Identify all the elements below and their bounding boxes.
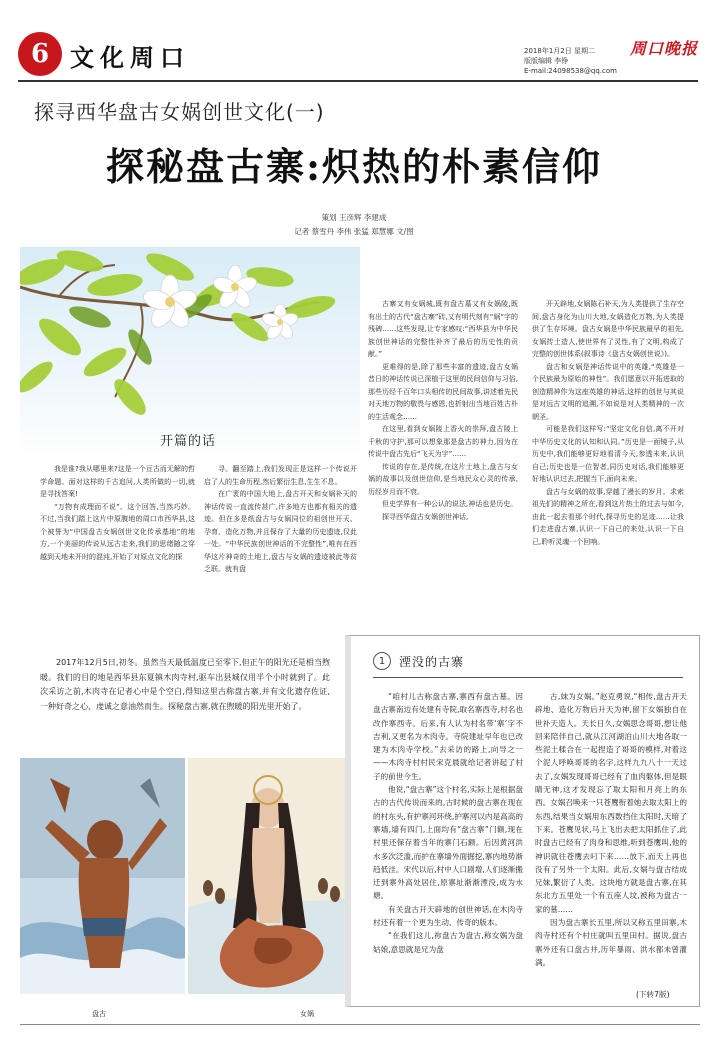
sidebar-column-1 <box>373 690 523 980</box>
paragraph: 因为盘古寨长五里,所以又称五里田寨,木肉寺村还有个村庄就叫五里田村。据说,盘古寨外还有口盘古井,历年暴雨、洪水都未曾灌满。 <box>535 918 687 967</box>
page-header <box>18 28 698 84</box>
footer-divider <box>20 1024 700 1025</box>
paragraph: 但史学界有一种公认的说法,神话也是历史。 <box>382 500 518 508</box>
header-divider <box>18 80 698 82</box>
editor-line: 版版编辑 李铮 <box>524 57 569 65</box>
paragraph: 开天辟地,女娲陈石补天,为人类提供了生存空间,盘古身化为山川大地,女娲造化万物,为人类提供了生存环境。盘古女娲是中华民族最早的祖先,女娲抟土造人,使世界有了灵性,有了文明,构成了完整的创世体系(叙事诗《盘古女娲创世说》)。 <box>532 300 684 358</box>
paragraph: 盘古与女娲的故事,穿越了漫长的岁月。求索祖先们的精神之所在,看到这片热土的过去与如今,由此一起去看那个时代,探寻历史的足迹……让我们走进盘古寨,认识一下自己的来处,认识一下自己,聆听灵魂一个回响。 <box>532 487 684 546</box>
paragraph: 2017年12月5日,初冬。虽然当天最低温度已至零下,但正午的阳光还是相当煦暖。我们的目的地是西华县东夏镇木肉寺村,驱车出县城仅用半个小时就到了。此次采访之前,木肉寺在记者心中是个空白,得知这里古称盘古寨,并有文化遗存佐证,一种好奇之心、虔诚之意油然而生。探秘盘古寨,就在煦暖的阳光里开始了。 <box>40 658 330 711</box>
paragraph: 他说,“盘古寨”这个村名,实际上是根据盘古的古代传说而来的,古时候的盘古寨在现在的村东头,有护寨河环绕,护寨河以内是高高的寨墙,墙有四门,上面均有“盘古寨”门额,现在村里还保存着当年的寨门石额。后因黄河洪水多次泛滥,而护在寨墙外面掘挖,寨内地势渐趋低洼。宋代以后,村中人口剧增,人们逐渐搬迁到寨外高处居住,原寨址渐渐湮没,成为水塘。 <box>373 785 523 901</box>
sidebar-heading <box>373 652 464 670</box>
series-title: 探寻西华盘古女娲创世文化(一) <box>34 100 325 124</box>
paragraph: 传说的存在,是传统,在这片土地上,盘古与女娲的故事以及创世信仰,是当地民众心灵的传承,历经岁月而不衰。 <box>368 462 518 496</box>
byline-planners: 策划 王彦辉 李建成 <box>321 213 387 222</box>
header-meta <box>524 46 617 76</box>
email-line: E-mail:24098538@qq.com <box>524 67 617 75</box>
paragraph: 在这里,看到女娲陵上香火的崇拜,盘古陵上千秋的守护,那可以想象那是盘古的神力,因为在传说中盘古先后“飞天为宇”…… <box>368 425 518 458</box>
opening-column-4 <box>532 298 684 623</box>
paragraph: 更难得的是,除了那些丰富的遗迹,盘古女娲昔日的神话传说已深植于这里的民间信仰与习俗,那些历经千百年口头相传的民间故事,讲述着先民对天地万物的敬畏与感恩,也折射出当地百姓古朴的生活观念…… <box>368 362 518 421</box>
nuwa-figure-art <box>188 758 345 994</box>
paragraph: 寻。翻至踏上,我们发现正是这样一个传说开启了人的生命历程,然后繁衍生息,生生不息。 <box>204 465 357 486</box>
headline: 探秘盘古寨:炽热的朴素信仰 <box>105 144 603 189</box>
sidebar-number-badge: 1 <box>373 652 391 670</box>
pangu-illustration <box>20 758 185 994</box>
paragraph: 探寻西华盘古女娲创世神话, <box>382 512 469 521</box>
opening-column-3 <box>368 298 518 623</box>
paragraph: 古寨又有女娲城,既有盘古墓又有女娲陵,既有出土的古代“盘古寨”砖,又有明代刻有“娲”字的残碑……这些发现,让专家感叹:“西华县为中华民族创世神话的完整性补齐了最后的历史性的贡献。” <box>368 300 518 358</box>
sidebar-title: 湮没的古寨 <box>399 654 465 669</box>
paragraph: 古,妹为女娲。”赵克勇说,“相传,盘古开天辟地、造化万物后升天为神,留下女娲独自在世补天造人。天长日久,女娲思念哥哥,想让他回来陪伴自己,就从江河湖泊山川大地各取一些泥土糅合在一起捏造了哥哥的模样,对着这个泥人呼唤哥哥的名字,这样九九八十一天过去了,女娲发现哥哥已经有了血肉躯体,但是眼睛无神,这才发现忘了取太阳和月亮上的东西。女娲召唤来一只苍鹰衔着她去取太阳上的东西,结果当女娲用东西数挡住太阳时,天暗了下来。苍鹰见状,马上飞出去把太阳抓住了,此时盘古已经有了肉身和思维,听到苍鹰叫,他的神识就往苍鹰去叼下来……放下,而天上再也没有了另外一个太阳。此后,女娲与盘古结成兄妹,繁衍了人类。这块地方就是盘古寨,在其东北方五里处一个有五座人坟,被称为盘古一家的墓…… <box>535 692 687 914</box>
nuwa-illustration <box>188 758 345 994</box>
paragraph: 盘古和女娲是神话传说中的英雄,“英雄是一个民族最为原始的神性”。我们愿意以开拓进取的创造精神作为这座英雄的神话,这样的创世与其说是对远古文明的追溯,不如说是对人类精神的一次朝圣。 <box>532 362 684 421</box>
paragraph: “万物有成理而不说”。这个回答,当然巧妙。不过,当我们踏上这片中原腹地的周口市西华县,这个被誉为“中国盘古女娲创世文化传承基地”的地方,一个美丽的传说从远古走来,我们的思绪随之穿越到天地未开时的混沌,开始了对原点文化的探 <box>40 502 195 561</box>
opening-words-label: 开篇的话 <box>160 434 217 449</box>
newspaper-logo: 周口晚报 <box>630 39 699 58</box>
caption-nuwa: 女娲 <box>300 1010 314 1018</box>
date-line: 2018年1月2日 星期二 <box>524 47 595 55</box>
sidebar-column-2 <box>535 690 687 986</box>
opening-column-2 <box>204 463 357 623</box>
paragraph: 有关盘古开天辟地的创世神话,在木肉寺村还有着一个更为生动、传奇的版本。 <box>373 904 523 928</box>
page-number-badge: 6 <box>18 32 62 76</box>
paragraph: “咱村儿古称盘古寨,寨西有盘古墓。因盘古寨南边有处建有寺院,取名寨西寺,村名也改作寨西寺。后来,有人认为村名带‘寨’字不吉利,又更名为木肉寺。寺院建址早年也已改建为木肉寺学校。”去采访的路上,向导之一——木肉寺村村民宋克晨就给记者讲起了村子的前世今生。 <box>373 692 523 781</box>
intro-paragraph <box>40 656 330 742</box>
pangu-figure-art <box>20 758 185 994</box>
section-title: 文化周口 <box>70 43 190 72</box>
paragraph: 我是谁?我从哪里来?这是一个亘古而无解的哲学命题。面对这样的千古追问,人类所做的一切,就是寻找答案! <box>40 465 195 498</box>
byline-reporters: 记者 蔡雪丹 李伟 张猛 郑慧娜 文/图 <box>294 227 414 236</box>
continued-note: (下转7版) <box>636 990 670 999</box>
magnolia-branch-illustration <box>20 247 360 457</box>
caption-pangu: 盘古 <box>92 1010 106 1018</box>
paragraph: 可能是我们这样写:“坚定文化自信,离不开对中华历史文化的认知和认同。”历史是一面镜子,从历史中,我们能够更好地看清今天,参透未来,认识自己;历史也是一位智者,同历史对话,我们能够更好地认识过去,把握当下,面向未来。 <box>532 425 684 483</box>
paragraph: 在广袤的中国大地上,盘古开天和女娲补天的神话传说一直流传甚广,许多地方也都有相关的遗迹。但在多是纸盘古与女娲同位的祖创世开天、孕育、造化万物,并且保存了大量的历史遗迹,仅此一处。“中华民族创世神话的不完整性”,唯有在西华这片神奇的土地上,盘古与女娲的遗迹被此等贫乏联。就有盘 <box>204 490 357 573</box>
opening-column-1 <box>40 463 195 623</box>
banner-image <box>20 247 360 457</box>
paragraph: “在我们这儿,祢盘古为盘古,称女娲为盘姑娘,意思就是兄为盘 <box>373 931 523 954</box>
sidebar-divider <box>373 677 683 678</box>
